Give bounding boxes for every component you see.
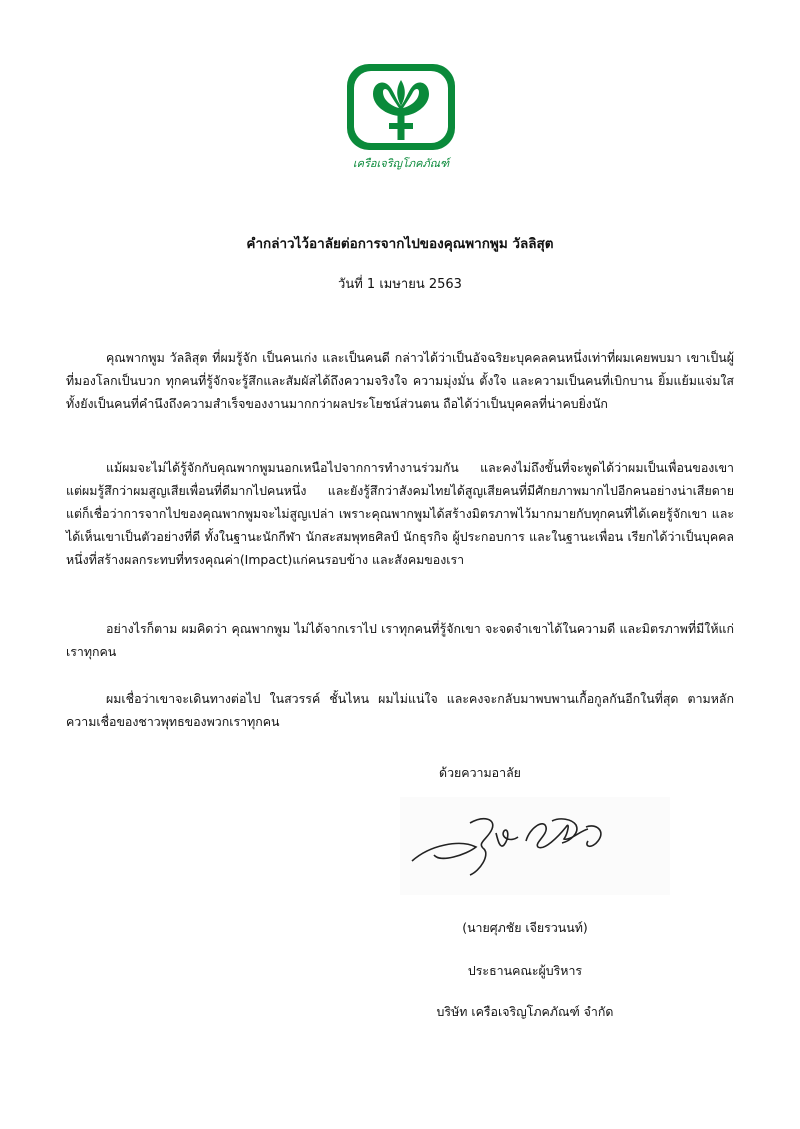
signer-position: ประธานคณะผู้บริหาร <box>467 963 583 978</box>
paragraph-text: อย่างไรก็ตาม ผมคิดว่า คุณพากพูม ไม่ได้จากเราไป เราทุกคนที่รู้จักเขา จะจดจำเขาได้ในความดี และมิตรภาพที่มีให้แก่เราทุกคน <box>66 621 734 659</box>
paragraph-1 <box>66 346 734 415</box>
paragraph-3 <box>66 617 734 663</box>
cp-logo-icon <box>343 62 459 154</box>
closing-phrase: ด้วยความอาลัย <box>439 765 521 780</box>
letter-date: วันที่ 1 เมษายน 2563 <box>338 277 462 292</box>
signer-company: บริษัท เครือเจริญโภคภัณฑ์ จำกัด <box>436 1004 614 1019</box>
paragraph-4 <box>66 687 734 733</box>
paragraph-text: แม้ผมจะไม่ได้รู้จักกับคุณพากพูมนอกเหนือไปจากการทำงานร่วมกัน และคงไม่ถึงขั้นที่จะพูดได้ว่าผมเป็นเพื่อนของเขา แต่ผมรู้สึกว่าผมสูญเสียเพื่อนที่ดีมากไปคนหนึ่ง และยังรู้สึกว่าสังคมไทยได้สูญเสียคนที่มีศักยภาพมากไปอีกคนอย่างน่าเสียดาย แต่ก็เชื่อว่าการจากไปของคุณพากพูมจะไม่สูญเปล่า เพราะคุณพากพูมได้สร้างมิตรภาพไว้มากมายกับทุกคนที่ได้เคยรู้จักเขา และได้เห็นเขาเป็นตัวอย่างที่ดี ทั้งในฐานะนักกีฬา นักสะสมพุทธศิลป์ นักธุรกิจ ผู้ประกอบการ และในฐานะเพื่อน เรียกได้ว่าเป็นบุคคลหนึ่งที่สร้างผลกระทบที่ทรงคุณค่า(Impact)แก่คนรอบข้าง และสังคมของเรา <box>66 460 734 567</box>
paragraph-text: คุณพากพูม วัลลิสุต ที่ผมรู้จัก เป็นคนเก่ง และเป็นคนดี กล่าวได้ว่าเป็นอัจฉริยะบุคคลคนหนึ่งเท่าที่ผมเคยพบมา เขาเป็นผู้ที่มองโลกเป็นบวก ทุกคนที่รู้จักจะรู้สึกและสัมผัสได้ถึงความจริงใจ ความมุ่งมั่น ตั้งใจ และความเป็นคนที่เบิกบาน ยิ้มแย้มแจ่มใส ทั้งยังเป็นคนที่คำนึงถึงความสำเร็จของงานมากกว่าผลประโยชน์ส่วนตน ถือได้ว่าเป็นบุคคลที่น่าคบยิ่งนัก <box>66 350 734 411</box>
paragraph-text: ผมเชื่อว่าเขาจะเดินทางต่อไป ในสวรรค์ ชั้นไหน ผมไม่แน่ใจ และคงจะกลับมาพบพานเกื้อกูลกันอีกในที่สุด ตามหลักความเชื่อของชาวพุทธของพวกเราทุกคน <box>66 691 734 729</box>
logo-wordmark: เครือเจริญโภคภัณฑ์ <box>352 157 450 170</box>
signature-image <box>400 797 670 895</box>
signer-name: (นายศุภชัย เจียรวนนท์) <box>462 920 588 935</box>
letter-title: คำกล่าวไว้อาลัยต่อการจากไปของคุณพากพูม วัลลิสุต <box>246 236 554 252</box>
paragraph-2 <box>66 456 734 571</box>
company-logo <box>343 62 459 192</box>
handwritten-signature-icon <box>400 797 670 895</box>
